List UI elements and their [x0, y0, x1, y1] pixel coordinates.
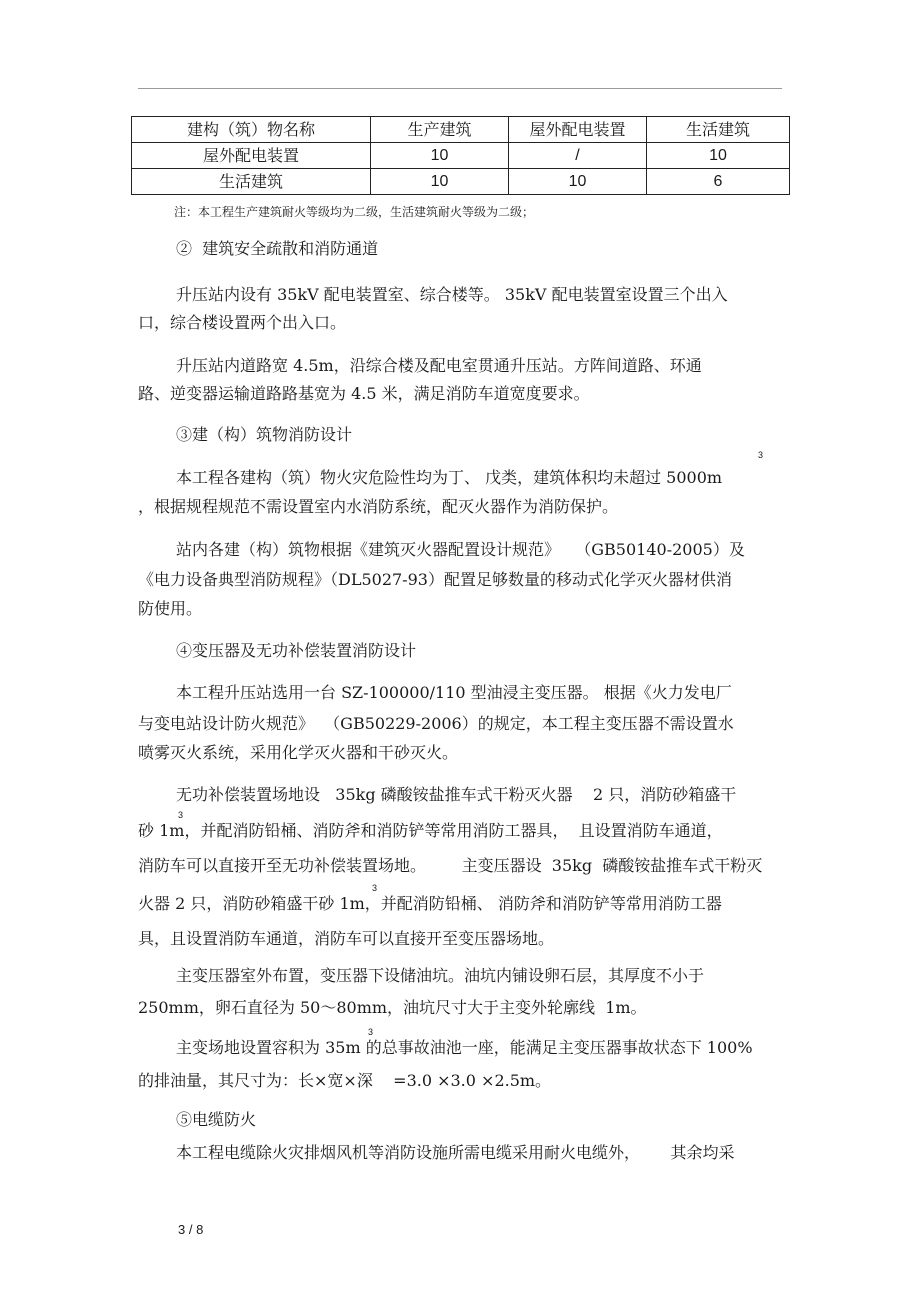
table-note: 注：本工程生产建筑耐火等级均为二级，生活建筑耐火等级为二级； [174, 205, 535, 219]
section-heading: ③建（构）筑物消防设计 [176, 425, 353, 444]
paragraph-line: ，根据规程规范不需设置室内水消防系统，配灭火器作为消防保护。 [138, 497, 619, 516]
table-header-cell: 屋外配电装置 [509, 117, 647, 143]
paragraph-line: 站内各建（构）筑物根据《建筑灭火器配置设计规范》 （GB50140-2005）及 [176, 540, 745, 559]
paragraph-line: 具，且设置消防车通道，消防车可以直接开至变压器场地。 [138, 929, 555, 948]
table-cell: 10 [509, 169, 647, 195]
section-heading: ④变压器及无功补偿装置消防设计 [176, 641, 417, 660]
page-number: 3 / 8 [178, 1222, 204, 1237]
paragraph-line: 《电力设备典型消防规程》（DL5027-93）配置足够数量的移动式化学灭火器材供消 [138, 570, 732, 589]
paragraph-line: 升压站内道路宽 4.5m，沿综合楼及配电室贯通升压站。方阵间道路、环通 [176, 356, 702, 375]
table-header-cell: 生产建筑 [371, 117, 509, 143]
paragraph-line: 路、逆变器运输道路路基宽为 4.5 米，满足消防车道宽度要求。 [138, 384, 590, 403]
paragraph-line: 主变压器室外布置，变压器下设储油坑。油坑内铺设卵石层，其厚度不小于 [176, 966, 705, 985]
superscript: 3 [372, 883, 378, 893]
table-header-row [132, 117, 790, 143]
paragraph-line: 250mm，卵石直径为 50～80mm，油坑尺寸大于主变外轮廓线 1m。 [138, 998, 647, 1017]
paragraph-line: 主变场地设置容积为 35m 的总事故油池一座，能满足主变压器事故状态下 100% [176, 1038, 753, 1057]
paragraph-line: 本工程升压站选用一台 SZ-100000/110 型油浸主变压器。 根据《火力发电厂 [176, 683, 732, 702]
section-heading: ② 建筑安全疏散和消防通道 [176, 239, 379, 258]
paragraph-line: 砂 1m，并配消防铅桶、消防斧和消防铲等常用消防工器具， 且设置消防车通道， [138, 821, 723, 840]
paragraph-line: 本工程电缆除火灾排烟风机等消防设施所需电缆采用耐火电缆外， 其余均采 [176, 1143, 735, 1162]
table-cell: / [509, 143, 647, 169]
table-cell: 10 [371, 169, 509, 195]
paragraph-line: 的排油量，其尺寸为：长×宽×深 =3.0 ×3.0 ×2.5m。 [138, 1071, 552, 1090]
fire-spacing-table [131, 116, 790, 195]
table-row [132, 143, 790, 169]
paragraph-line: 本工程各建构（筑）物火灾危险性均为丁、 戊类，建筑体积均未超过 5000m [176, 468, 723, 487]
paragraph-line: 防使用。 [138, 599, 203, 618]
superscript: 3 [368, 1027, 374, 1037]
table-cell: 10 [647, 143, 790, 169]
table-header-cell: 建构（筑）物名称 [132, 117, 371, 143]
table-cell: 6 [647, 169, 790, 195]
superscript: 3 [758, 450, 764, 460]
table-cell: 10 [371, 143, 509, 169]
superscript: 3 [178, 810, 184, 820]
table-cell: 生活建筑 [132, 169, 371, 195]
paragraph-line: 消防车可以直接开至无功补偿装置场地。 主变压器设 35kg 磷酸铵盐推车式干粉灭 [138, 856, 763, 875]
paragraph-line: 口，综合楼设置两个出入口。 [138, 313, 347, 332]
table-cell: 屋外配电装置 [132, 143, 371, 169]
section-heading: ⑤电缆防火 [176, 1110, 257, 1129]
table-row [132, 169, 790, 195]
paragraph-line: 火器 2 只，消防砂箱盛干砂 1m，并配消防铅桶、 消防斧和消防铲等常用消防工器 [138, 894, 722, 913]
header-rule [138, 88, 782, 89]
table-header-cell: 生活建筑 [647, 117, 790, 143]
paragraph-line: 升压站内设有 35kV 配电装置室、综合楼等。 35kV 配电装置室设置三个出入 [176, 285, 728, 304]
paragraph-line: 无功补偿装置场地设 35kg 磷酸铵盐推车式干粉灭火器 2 只，消防砂箱盛干 [176, 785, 737, 804]
paragraph-line: 喷雾灭火系统，采用化学灭火器和干砂灭火。 [138, 743, 459, 762]
paragraph-line: 与变电站设计防火规范》 （GB50229-2006）的规定，本工程主变压器不需设置水 [138, 714, 734, 733]
